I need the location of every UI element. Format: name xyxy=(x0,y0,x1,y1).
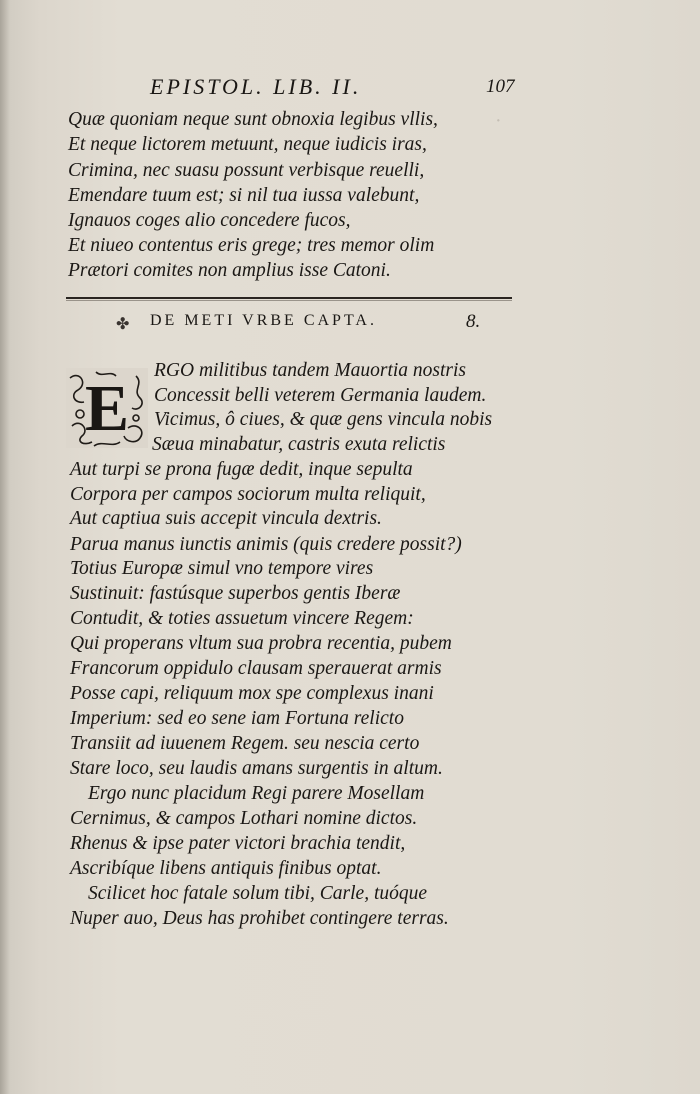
fleuron-icon: ✤ xyxy=(116,314,130,333)
section-rule-shadow xyxy=(66,300,512,301)
running-head: EPISTOL. LIB. II. xyxy=(150,74,362,99)
show-through: · xyxy=(495,110,502,132)
poem-line: Concessit belli veterem Germania laudem. xyxy=(154,385,487,406)
verse-line: Et neque lictorem metuunt, neque iudicis iras, xyxy=(68,134,427,155)
poem-line: Cernimus, & campos Lothari nomine dictos. xyxy=(70,808,418,829)
verse-line: Crimina, nec suasu possunt verbisque reuelli, xyxy=(68,160,425,181)
page-number: 107 xyxy=(486,76,515,97)
poem-line: Sustinuit: fastúsque superbos gentis Iberæ xyxy=(70,583,401,604)
poem-line: Totius Europæ simul vno tempore vires xyxy=(70,558,374,579)
section-number: 8. xyxy=(466,311,481,332)
poem-line: Vicimus, ô ciues, & quæ gens vincula nobis xyxy=(154,409,493,430)
poem-line: Aut captiua suis accepit vincula dextris. xyxy=(70,508,382,529)
poem-line: Francorum oppidulo clausam sperauerat armis xyxy=(70,658,442,679)
poem-line: Sæua minabatur, castris exuta relictis xyxy=(152,434,446,455)
poem-line: Nuper auo, Deus has prohibet contingere terras. xyxy=(70,908,449,929)
poem-line: Stare loco, seu laudis amans surgentis in altum. xyxy=(70,758,443,779)
verse-line: Prætori comites non amplius isse Catoni. xyxy=(68,260,391,281)
poem-line: Transiit ad iuuenem Regem. seu nescia certo xyxy=(70,733,420,754)
poem-line: Posse capi, reliquum mox spe complexus inani xyxy=(70,683,434,704)
drop-capital xyxy=(66,368,148,448)
section-title: DE METI VRBE CAPTA. xyxy=(150,312,377,329)
poem-line: Scilicet hoc fatale solum tibi, Carle, tuóque xyxy=(88,883,428,904)
poem-line: Parua manus iunctis animis (quis credere possit?) xyxy=(70,534,462,555)
section-rule xyxy=(66,297,512,299)
poem-line: RGO militibus tandem Mauortia nostris xyxy=(154,360,467,381)
verse-line: Et niueo contentus eris grege; tres memor olim xyxy=(68,235,435,256)
poem-line: Aut turpi se prona fugæ dedit, inque sepulta xyxy=(70,459,413,480)
poem-line: Imperium: sed eo sene iam Fortuna relicto xyxy=(70,708,404,729)
poem-line: Rhenus & ipse pater victori brachia tendit, xyxy=(70,833,406,854)
svg-text:E: E xyxy=(84,372,130,445)
verse-line: Quæ quoniam neque sunt obnoxia legibus vllis, xyxy=(68,109,438,130)
poem-line: Ascribíque libens antiquis finibus optat. xyxy=(70,858,382,879)
poem-line: Ergo nunc placidum Regi parere Mosellam xyxy=(88,783,425,804)
verse-line: Emendare tuum est; si nil tua iussa valebunt, xyxy=(68,185,420,206)
poem-line: Corpora per campos sociorum multa reliquit, xyxy=(70,484,426,505)
decorated-initial-icon xyxy=(66,368,148,448)
verse-line: Ignauos coges alio concedere fucos, xyxy=(68,210,351,231)
poem-line: Qui properans vltum sua probra recentia, pubem xyxy=(70,633,452,654)
poem-line: Contudit, & toties assuetum vincere Regem: xyxy=(70,608,414,629)
